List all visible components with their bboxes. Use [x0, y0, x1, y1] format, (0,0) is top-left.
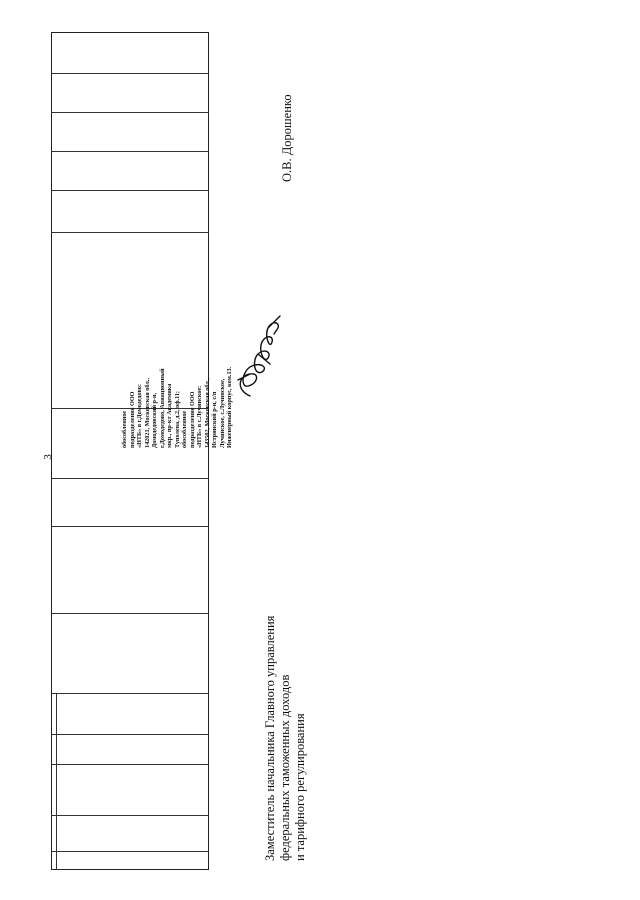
- address-line: Домодедовский р-н,: [151, 392, 158, 448]
- table-frame: [51, 32, 209, 870]
- row-divider: [51, 815, 209, 816]
- address-line: 143502, Московская обл.,: [203, 378, 211, 448]
- page-number: 3: [42, 454, 54, 460]
- address-line: обособленное: [181, 410, 188, 448]
- row-divider: [51, 613, 209, 614]
- address-line: Инженерный корпус, ком.13.: [226, 366, 233, 448]
- row-divider: [51, 764, 209, 765]
- signatory-title-line: и тарифного регулирования: [293, 713, 307, 861]
- row-divider: [51, 151, 209, 152]
- row-divider: [51, 851, 209, 852]
- row-divider: [51, 112, 209, 113]
- address-line: мкр., пр-кт Академика: [166, 383, 173, 448]
- address-line: Туполева, д.2, оф.11;: [173, 391, 181, 448]
- row-divider: [51, 693, 209, 694]
- address-line: «НТБ» в г.Домодедово:: [136, 384, 143, 448]
- address-line: г.Домодедово, Авиационный: [158, 368, 166, 448]
- signatory-title: [263, 561, 321, 861]
- address-line: «НТБ» в с.Лучинское:: [196, 385, 203, 448]
- signatory-title-line: Заместитель начальника Главного управления: [263, 615, 277, 861]
- row-divider: [51, 232, 209, 233]
- address-line: обособленное: [121, 410, 128, 448]
- address-line: Истринский р-н, с/п: [211, 391, 218, 448]
- address-line: подразделение ООО: [128, 391, 136, 448]
- column-divider: [56, 693, 57, 870]
- row-divider: [51, 734, 209, 735]
- address-line: 142021, Московская обл.,: [143, 378, 151, 448]
- row-divider: [51, 478, 209, 479]
- signatory-name: О.В. Дорошенко: [280, 94, 294, 182]
- row-divider: [51, 190, 209, 191]
- row-divider: [51, 526, 209, 527]
- signatory-title-line: федеральных таможенных доходов: [278, 674, 292, 861]
- row-divider: [51, 73, 209, 74]
- address-line: подразделение ООО: [188, 391, 196, 448]
- handwritten-signature: [228, 310, 288, 400]
- address-line: Лучинское, с.Лучинское,: [218, 378, 226, 448]
